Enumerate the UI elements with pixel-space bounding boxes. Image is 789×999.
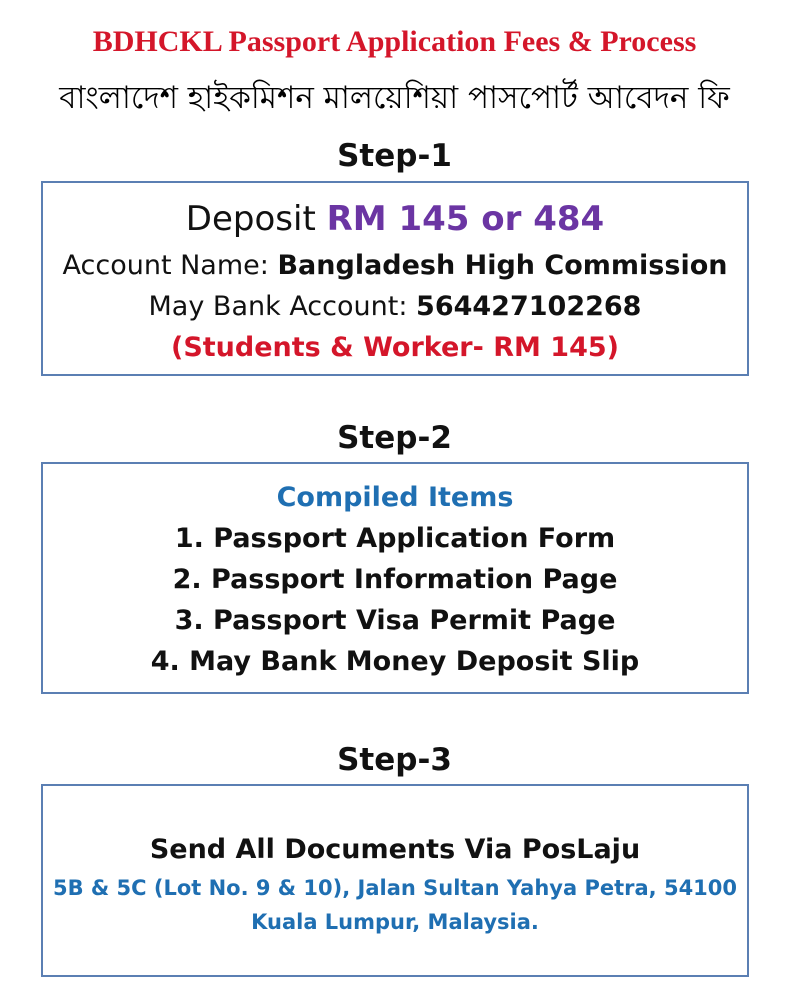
account-name-line bbox=[43, 247, 747, 285]
step-2-box bbox=[41, 462, 749, 694]
step-2-heading: Step-2 bbox=[337, 420, 452, 456]
send-instruction: Send All Documents Via PosLaju bbox=[149, 834, 641, 865]
fee-note: (Students & Worker- RM 145) bbox=[170, 332, 619, 363]
step-1-box bbox=[41, 181, 749, 376]
list-item: 4. May Bank Money Deposit Slip bbox=[150, 646, 640, 677]
step-1-heading: Step-1 bbox=[337, 138, 452, 174]
compiled-items-title: Compiled Items bbox=[276, 482, 514, 513]
account-name-value: Bangladesh High Commission bbox=[277, 250, 728, 281]
step-3-heading: Step-3 bbox=[337, 742, 452, 778]
deposit-amount: RM 145 or 484 bbox=[326, 199, 605, 239]
account-name-label: Account Name: bbox=[62, 250, 269, 281]
step-3-box bbox=[41, 784, 749, 977]
list-item: 2. Passport Information Page bbox=[172, 564, 618, 595]
page-title: BDHCKL Passport Application Fees & Process bbox=[92, 25, 697, 58]
list-item: 1. Passport Application Form bbox=[174, 523, 616, 554]
address-line-2: Kuala Lumpur, Malaysia. bbox=[251, 910, 539, 934]
bank-account-label: May Bank Account: bbox=[148, 291, 408, 322]
list-item: 3. Passport Visa Permit Page bbox=[174, 605, 616, 636]
deposit-label: Deposit bbox=[185, 199, 316, 239]
deposit-line bbox=[43, 197, 747, 241]
page-subtitle-bengali: বাংলাদেশ হাইকমিশন মালয়েশিয়া পাসপোর্ট আবেদন ফি bbox=[59, 80, 730, 116]
address-line-1: 5B & 5C (Lot No. 9 & 10), Jalan Sultan Yahya Petra, 54100 bbox=[52, 876, 738, 900]
bank-account-value: 564427102268 bbox=[416, 291, 642, 322]
bank-account-line bbox=[43, 288, 747, 326]
